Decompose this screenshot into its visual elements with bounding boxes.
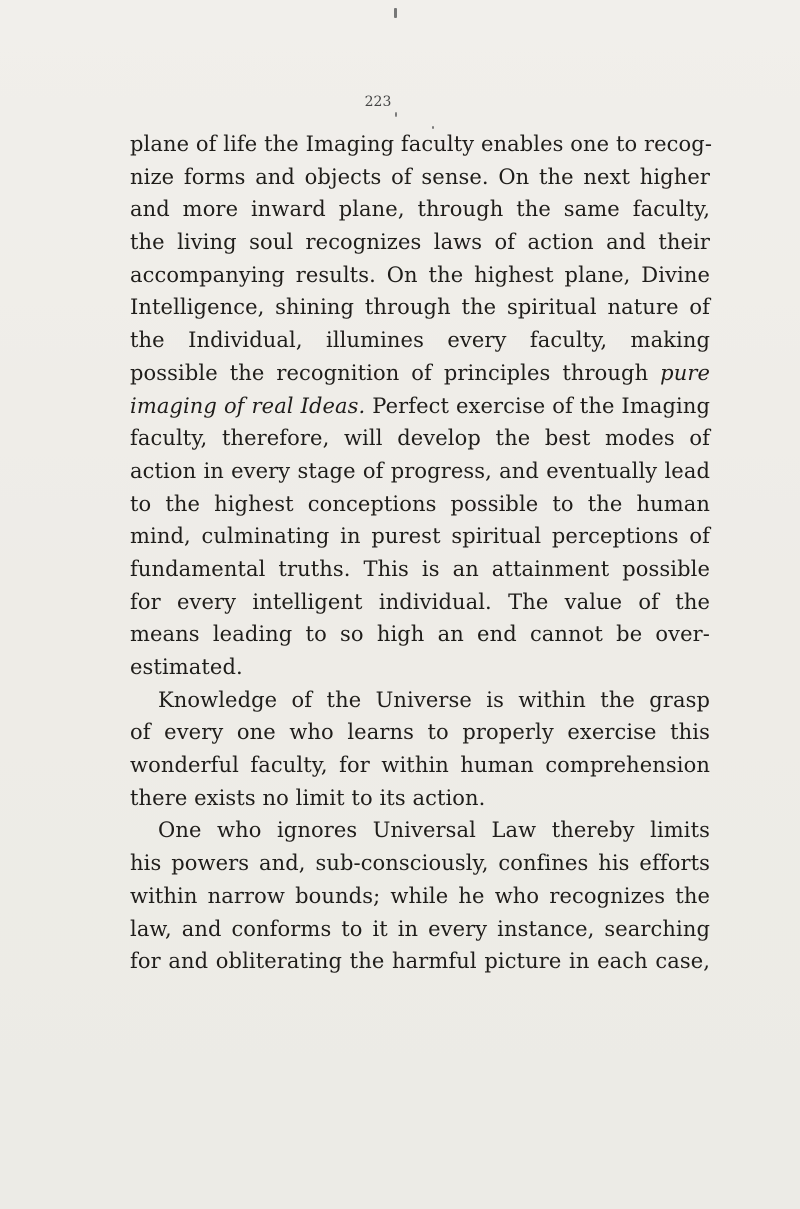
italic-text: imaging of real Ideas. bbox=[130, 393, 366, 418]
line-text: accompanying results. On the highest plane, Divine bbox=[130, 262, 710, 287]
text-line bbox=[130, 782, 710, 815]
text-line bbox=[130, 259, 710, 292]
text-line bbox=[130, 193, 710, 226]
line-text: the Individual, illumines every faculty, making bbox=[130, 328, 710, 353]
line-text: nize forms and objects of sense. On the next higher bbox=[130, 164, 710, 189]
text-line bbox=[130, 488, 710, 521]
text-line bbox=[130, 684, 710, 717]
text-line bbox=[130, 618, 710, 651]
line-text: faculty, therefore, will develop the best modes of bbox=[130, 426, 710, 451]
line-text: of every one who learns to properly exercise this bbox=[130, 720, 710, 745]
line-text: there exists no limit to its action. bbox=[130, 785, 486, 810]
text-line bbox=[130, 291, 710, 324]
line-text: law, and conforms to it in every instance, searching bbox=[130, 916, 710, 941]
line-text: wonderful faculty, for within human comprehension bbox=[130, 753, 710, 778]
text-line bbox=[130, 324, 710, 357]
body-text bbox=[130, 128, 713, 978]
line-text: to the highest conceptions possible to the human bbox=[130, 491, 710, 516]
line-text: plane of life the Imaging faculty enables one to recog- bbox=[130, 132, 713, 156]
line-text: means leading to so high an end cannot be over- bbox=[130, 622, 710, 647]
text-line bbox=[130, 422, 710, 455]
text-line bbox=[130, 520, 710, 553]
text-line bbox=[130, 749, 710, 782]
line-text: possible the recognition of principles through bbox=[130, 360, 661, 385]
text-line bbox=[130, 814, 710, 847]
line-text: fundamental truths. This is an attainment possible bbox=[130, 556, 710, 581]
line-text: his powers and, sub-consciously, confines his efforts bbox=[130, 851, 710, 876]
text-line bbox=[130, 128, 713, 161]
line-text: Perfect exercise of the Imaging bbox=[365, 393, 710, 418]
text-line bbox=[130, 161, 710, 194]
line-text: One who ignores Universal Law thereby limits bbox=[158, 818, 710, 843]
line-text: and more inward plane, through the same faculty, bbox=[130, 197, 710, 222]
line-text: Knowledge of the Universe is within the grasp bbox=[158, 687, 710, 712]
line-text: mind, culminating in purest spiritual perceptions of bbox=[130, 524, 710, 549]
text-line bbox=[130, 880, 710, 913]
text-line bbox=[130, 716, 710, 749]
page-number: 223 bbox=[364, 94, 392, 110]
italic-text: pure bbox=[660, 360, 710, 385]
text-line bbox=[130, 553, 710, 586]
text-line bbox=[130, 455, 710, 488]
text-line bbox=[130, 357, 710, 390]
text-line bbox=[130, 913, 710, 946]
ink-speck bbox=[394, 8, 397, 18]
line-text: for and obliterating the harmful picture in each case, bbox=[130, 949, 710, 974]
text-line bbox=[130, 390, 710, 423]
line-text: action in every stage of progress, and eventually lead bbox=[130, 458, 710, 483]
text-line bbox=[130, 651, 710, 684]
text-line bbox=[130, 945, 710, 978]
ink-speck bbox=[395, 112, 397, 117]
line-text: for every intelligent individual. The value of the bbox=[130, 589, 710, 614]
text-line bbox=[130, 847, 710, 880]
text-line bbox=[130, 586, 710, 619]
text-line bbox=[130, 226, 710, 259]
line-text: the living soul recognizes laws of action and their bbox=[130, 230, 710, 255]
line-text: within narrow bounds; while he who recognizes the bbox=[130, 883, 710, 908]
line-text: Intelligence, shining through the spiritual nature of bbox=[130, 295, 710, 320]
line-text: estimated. bbox=[130, 655, 243, 679]
